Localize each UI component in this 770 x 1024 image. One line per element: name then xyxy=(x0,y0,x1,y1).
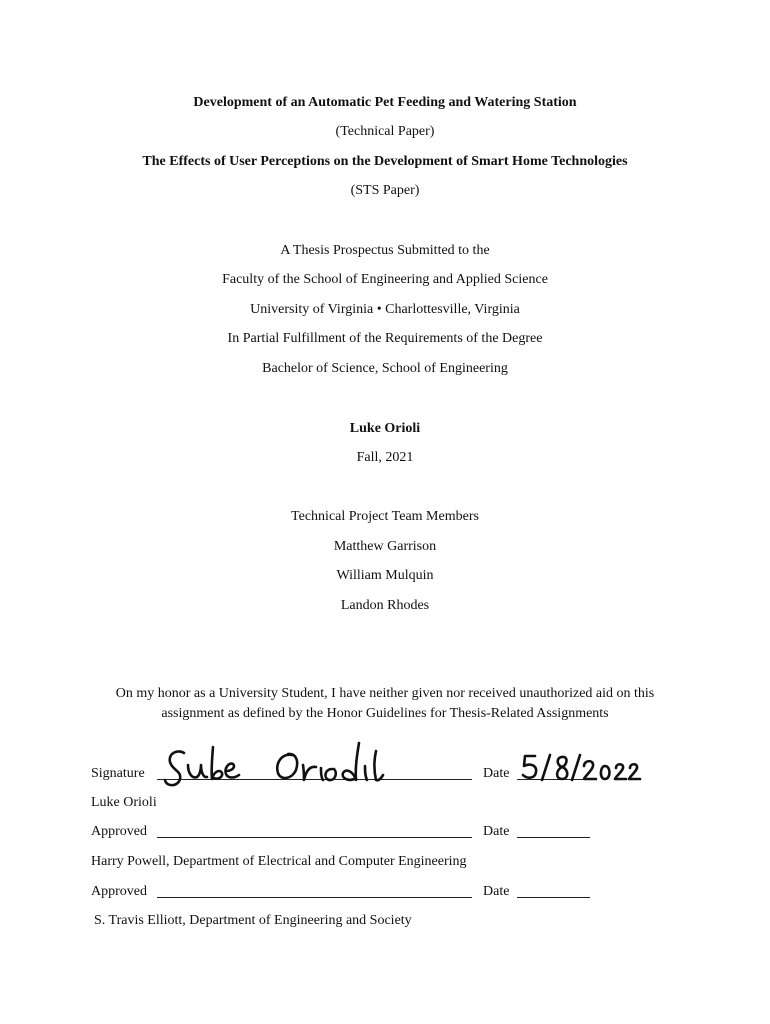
approval-date-label: Date xyxy=(483,884,510,899)
handwritten-signature xyxy=(160,735,400,790)
author-name: Luke Orioli xyxy=(349,421,421,436)
approval-date-line[interactable] xyxy=(517,837,590,838)
handwritten-date xyxy=(520,752,645,784)
submission-line-3: University of Virginia • Charlottesville, Virginia xyxy=(250,302,520,317)
sts-paper-title: The Effects of User Perceptions on the Development of Smart Home Technologies xyxy=(142,154,628,169)
approved-label: Approved xyxy=(91,824,147,839)
date-label: Date xyxy=(483,766,510,781)
submission-line-4: In Partial Fulfillment of the Requirements of the Degree xyxy=(227,331,543,346)
signer-name: Luke Orioli xyxy=(91,795,157,810)
approval-signature-line[interactable] xyxy=(157,897,472,898)
signature-label: Signature xyxy=(91,766,145,781)
team-member: Landon Rhodes xyxy=(340,598,430,613)
approval-signature-line[interactable] xyxy=(157,837,472,838)
technical-paper-title: Development of an Automatic Pet Feeding and Watering Station xyxy=(193,95,577,110)
honor-pledge-line-1: On my honor as a University Student, I have neither given nor received unauthorized aid on this xyxy=(115,686,655,701)
submission-line-5: Bachelor of Science, School of Engineering xyxy=(262,361,508,376)
approved-label: Approved xyxy=(91,884,147,899)
author-term: Fall, 2021 xyxy=(356,450,414,465)
submission-line-1: A Thesis Prospectus Submitted to the xyxy=(280,243,490,258)
honor-pledge-line-2: assignment as defined by the Honor Guidelines for Thesis-Related Assignments xyxy=(161,706,609,721)
approval-date-label: Date xyxy=(483,824,510,839)
approver-name: Harry Powell, Department of Electrical and Computer Engineering xyxy=(91,854,467,869)
approver-name: S. Travis Elliott, Department of Engineering and Society xyxy=(94,913,412,928)
submission-line-2: Faculty of the School of Engineering and Applied Science xyxy=(222,272,548,287)
team-member: William Mulquin xyxy=(336,568,434,583)
technical-paper-label: (Technical Paper) xyxy=(335,124,435,139)
sts-paper-label: (STS Paper) xyxy=(350,183,420,198)
team-member: Matthew Garrison xyxy=(333,539,437,554)
team-heading: Technical Project Team Members xyxy=(291,509,479,524)
approval-date-line[interactable] xyxy=(517,897,590,898)
